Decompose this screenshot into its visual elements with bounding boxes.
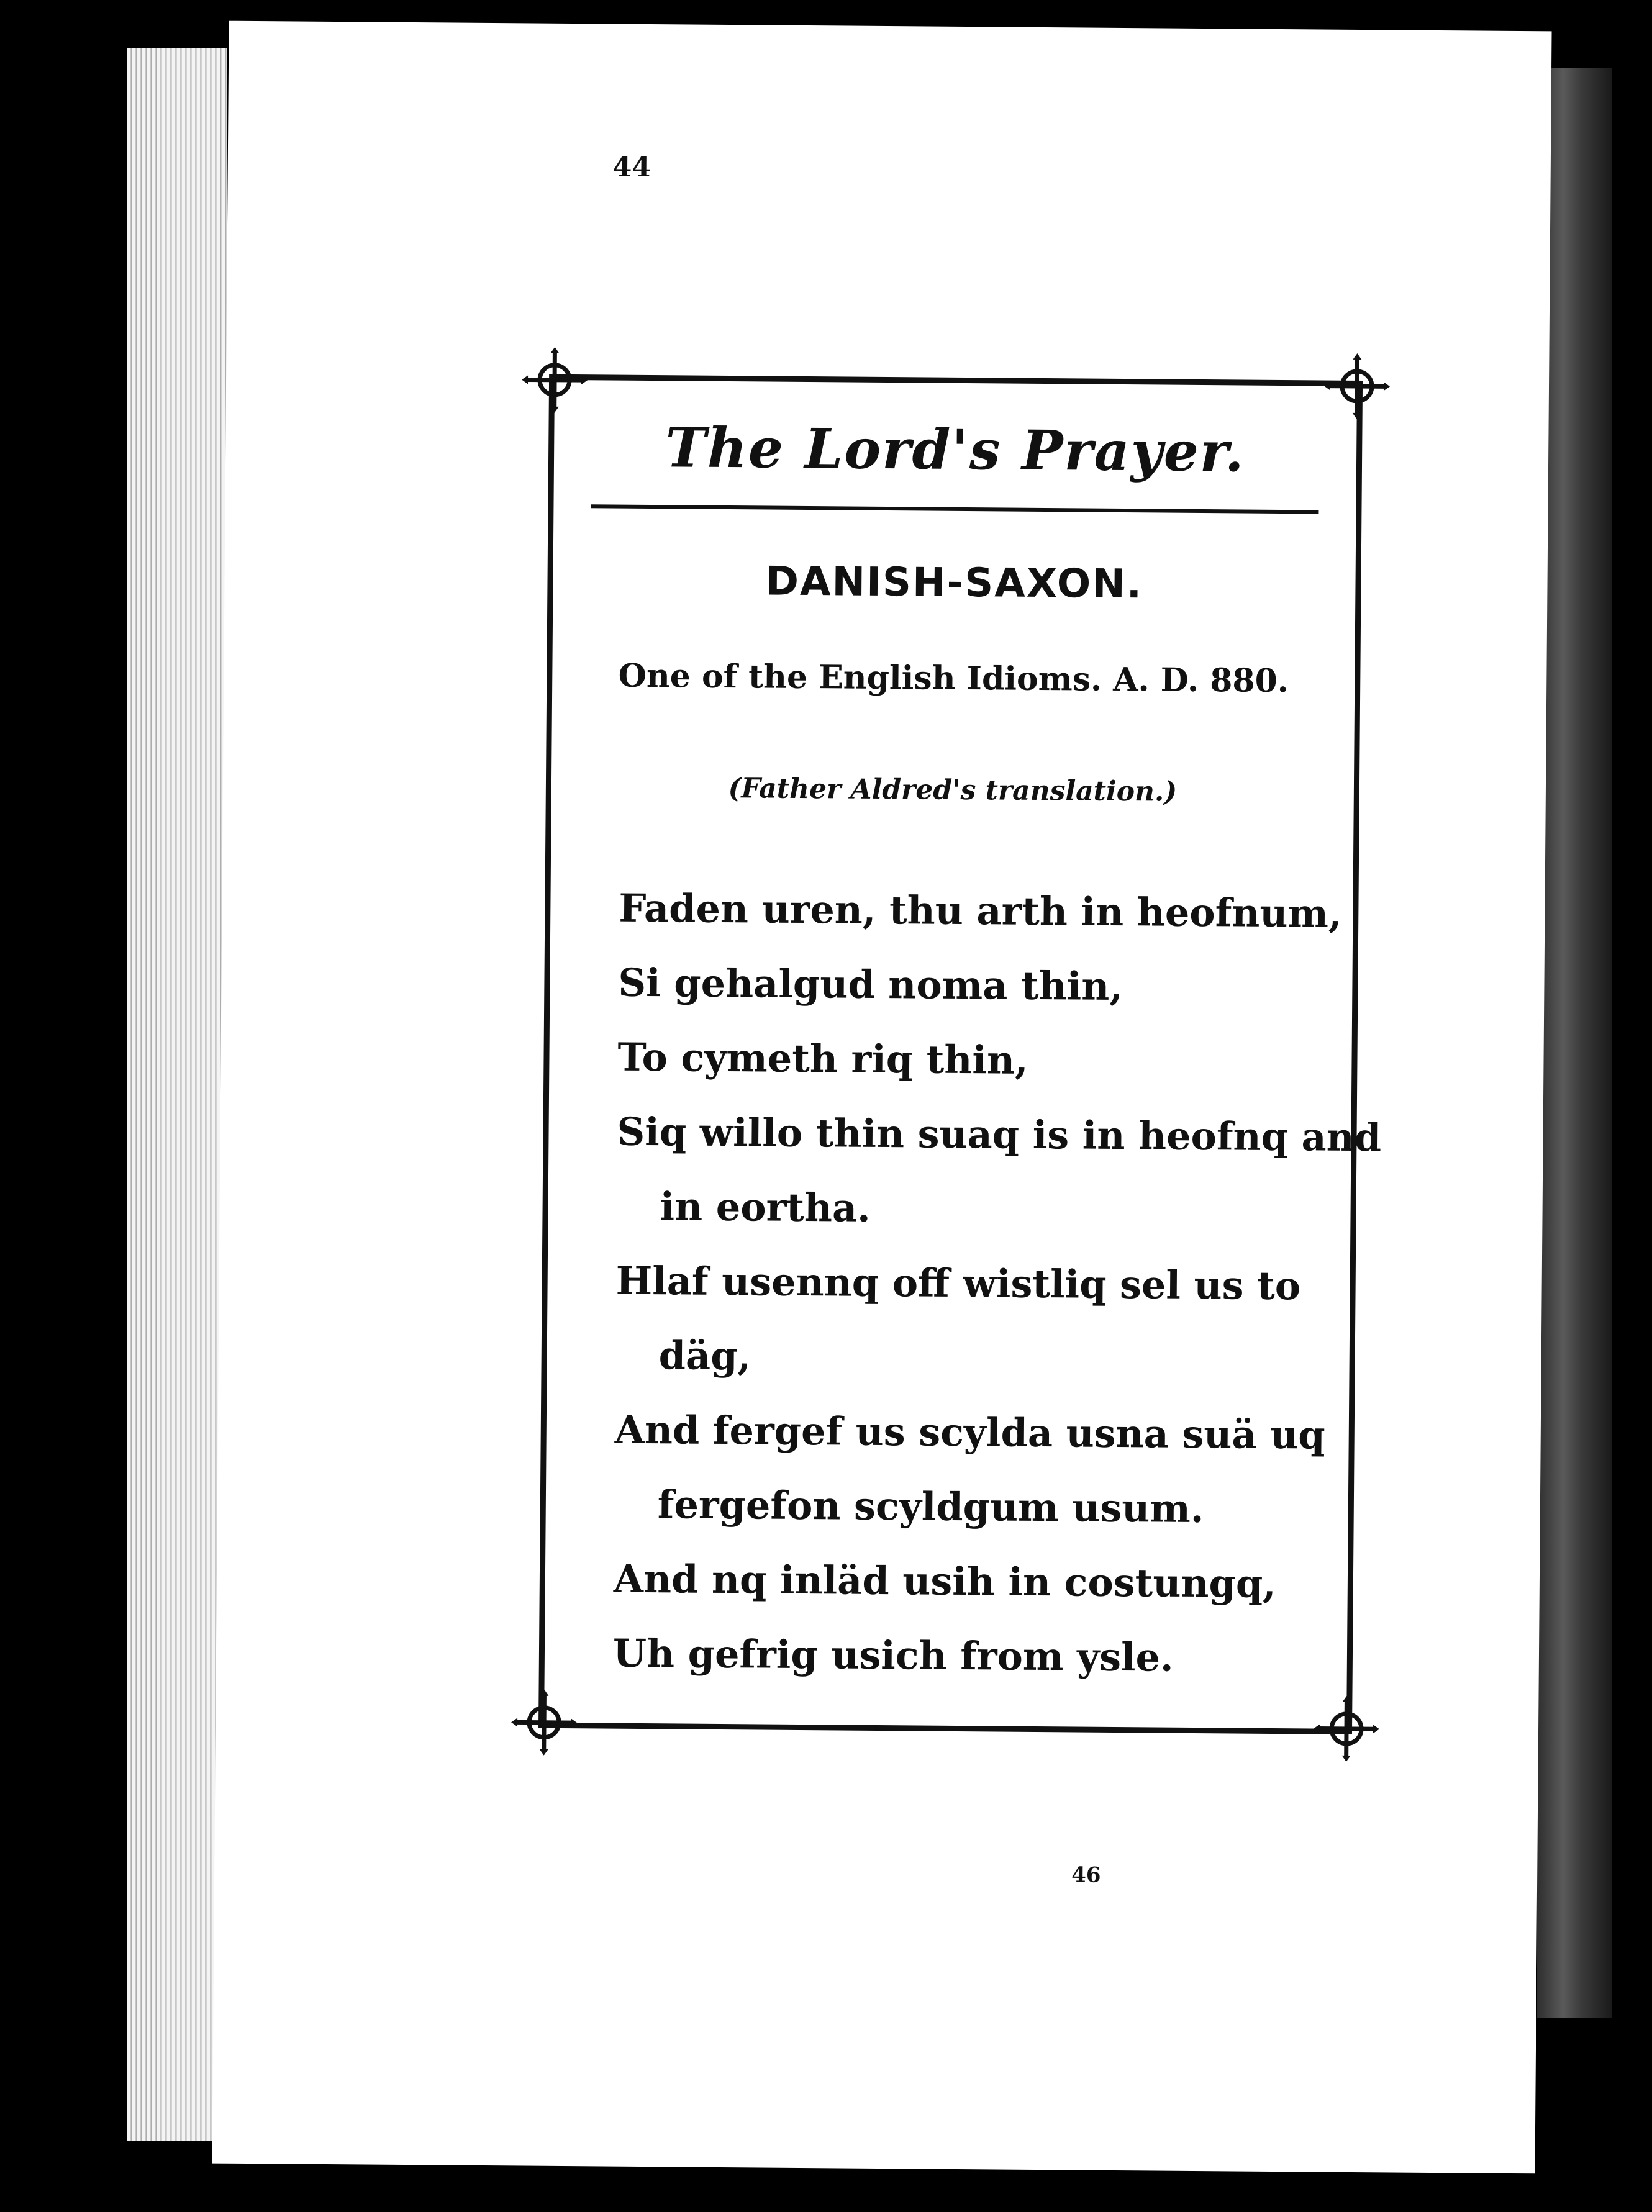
book-page-edges <box>127 48 227 2141</box>
prayer-line: Hlaf usennq off wistliq sel us to <box>615 1258 1301 1309</box>
top-page-mark: 44 <box>612 151 651 184</box>
prayer-text <box>612 871 1382 1697</box>
section-heading: DANISH-SAXON. <box>765 558 1143 608</box>
prayer-line-continuation: in eortha. <box>660 1184 871 1231</box>
prayer-line-continuation: fergefon scyldgum usum. <box>657 1482 1204 1532</box>
prayer-line: Faden uren, thu arth in heofnum, <box>619 885 1342 936</box>
ornamental-frame <box>538 374 1382 1734</box>
title-divider <box>591 504 1318 514</box>
page-number: 46 <box>1071 1862 1101 1888</box>
book-page <box>212 21 1551 2174</box>
prayer-line-continuation: däg, <box>658 1333 751 1379</box>
subtitle: One of the English Idioms. A. D. 880. <box>618 656 1289 700</box>
prayer-line: Siq willo thin suaq is in heofnq and <box>617 1108 1382 1161</box>
corner-ornament-icon <box>510 1688 579 1757</box>
corner-ornament-icon <box>1312 1694 1381 1763</box>
corner-ornament-icon <box>520 345 589 414</box>
page-title: The Lord's Prayer. <box>665 415 1246 484</box>
prayer-line: To cymeth riq thin, <box>617 1034 1028 1083</box>
corner-ornament-icon <box>1323 352 1392 421</box>
prayer-line: Si gehalgud noma thin, <box>618 959 1123 1010</box>
prayer-line: And fergef us scylda usna suä uq <box>614 1407 1325 1458</box>
prayer-line: Uh gefrig usich from ysle. <box>612 1630 1174 1680</box>
attribution: (Father Aldred's translation.) <box>728 773 1178 808</box>
prayer-line: And nq inläd usih in costungq, <box>613 1556 1277 1607</box>
